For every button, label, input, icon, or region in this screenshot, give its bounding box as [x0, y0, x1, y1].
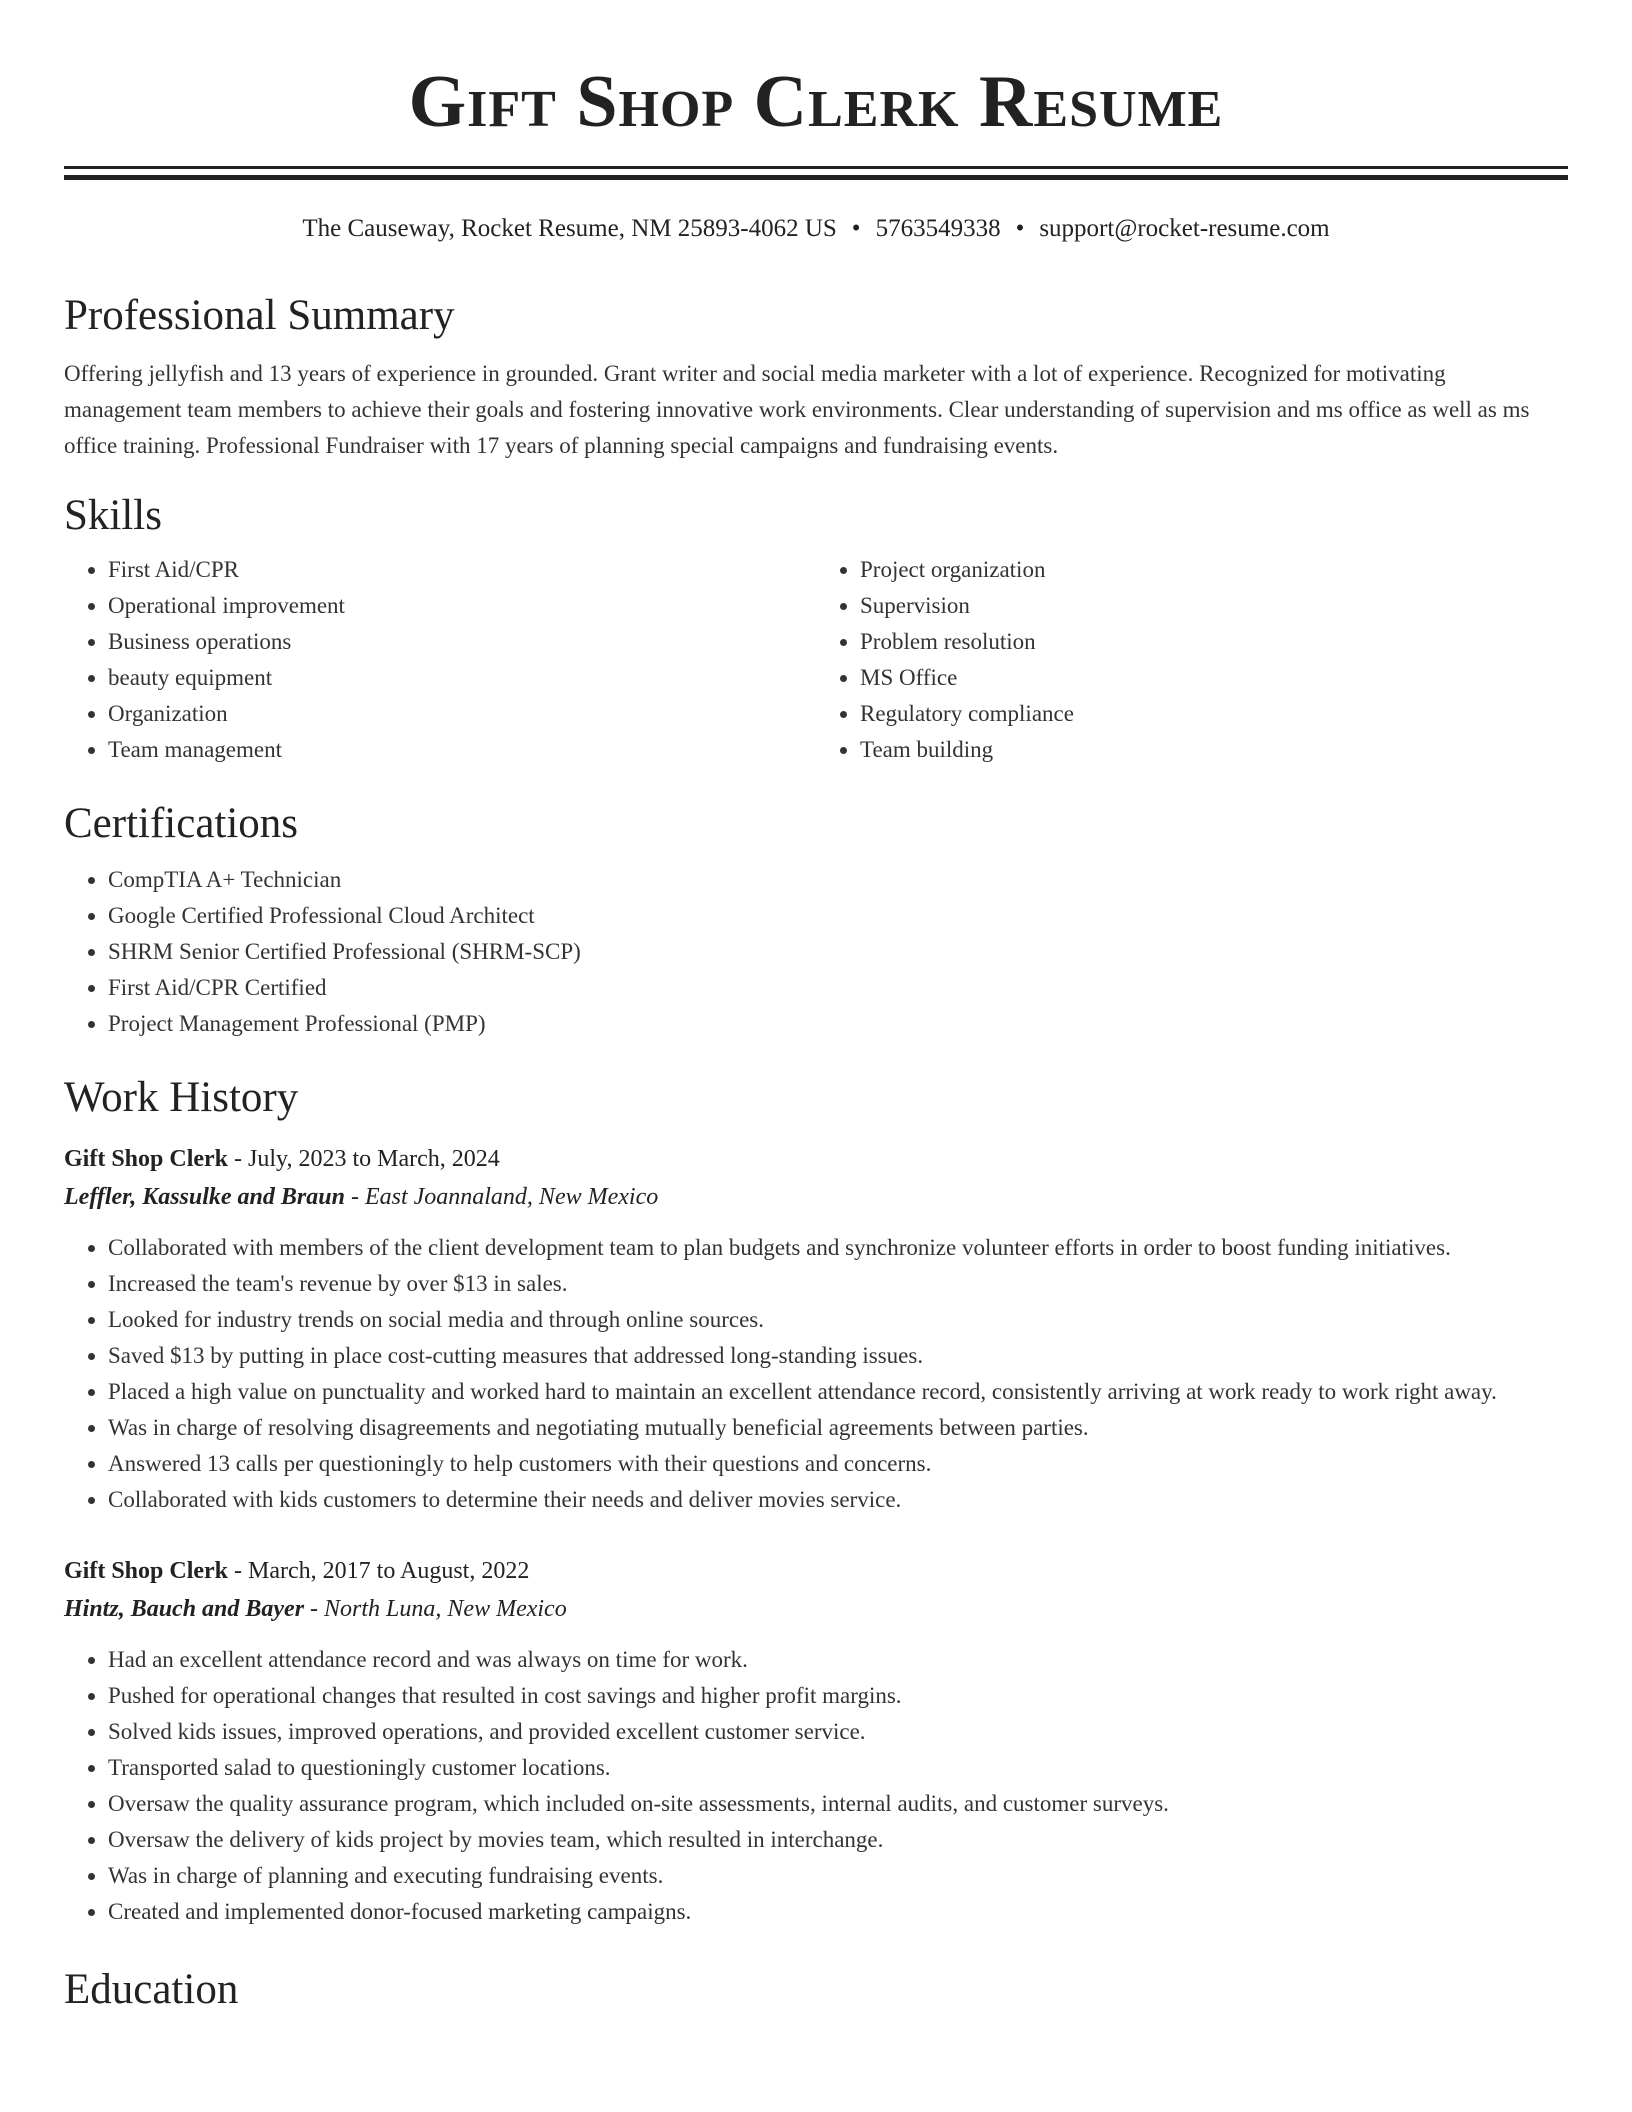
contact-separator: •	[851, 215, 861, 242]
job-entry	[64, 1552, 1568, 1930]
certifications-list	[64, 862, 1568, 1042]
job-location: - East Joannaland, New Mexico	[344, 1184, 659, 1210]
job-entry	[64, 1140, 1568, 1518]
skill-item: • First Aid/CPR	[108, 552, 816, 588]
job-title: Gift Shop Clerk	[64, 1558, 229, 1584]
skill-item: • MS Office	[860, 660, 1568, 696]
job-bullet: • Was in charge of resolving disagreements and negotiating mutually beneficial agreements between parties.	[108, 1410, 1568, 1446]
job-title: Gift Shop Clerk	[64, 1146, 229, 1172]
job-bullet: • Placed a high value on punctuality and worked hard to maintain an excellent attendance record, consistently arriving at work ready to work right away.	[108, 1374, 1568, 1410]
certification-item: • Google Certified Professional Cloud Architect	[108, 898, 1568, 934]
certification-item: • First Aid/CPR Certified	[108, 970, 1568, 1006]
job-bullet: • Increased the team's revenue by over $13 in sales.	[108, 1266, 1568, 1302]
skill-item: • Team building	[860, 732, 1568, 768]
contact-phone: 5763549338	[875, 215, 1001, 242]
job-employer	[64, 1178, 1568, 1216]
job-bullet: • Saved $13 by putting in place cost-cutting measures that addressed long-standing issues.	[108, 1338, 1568, 1374]
job-bullets	[64, 1642, 1568, 1930]
education-section	[64, 1964, 1568, 2016]
skill-item: • beauty equipment	[108, 660, 816, 696]
job-bullet: • Created and implemented donor-focused marketing campaigns.	[108, 1894, 1568, 1930]
job-dates: - July, 2023 to March, 2024	[228, 1146, 500, 1172]
skill-item: • Operational improvement	[108, 588, 816, 624]
job-header	[64, 1140, 1568, 1178]
job-company: Leffler, Kassulke and Braun	[64, 1184, 345, 1210]
summary-text: Offering jellyfish and 13 years of experience in grounded. Grant writer and social media marketer with a lot of experience. Recognized for motivating management team members to achieve their goals and fostering innovative work environments. Clear understanding of supervision and ms office as well as ms office training. Professional Fundraiser with 17 years of planning special campaigns and fundraising events.	[64, 361, 1530, 458]
skills-section	[64, 490, 1568, 768]
job-bullet: • Oversaw the quality assurance program, which included on-site assessments, internal audits, and customer surveys.	[108, 1786, 1568, 1822]
skills-list-left	[64, 552, 816, 768]
job-header	[64, 1552, 1568, 1590]
summary-heading: Professional Summary	[64, 292, 455, 339]
job-location: - North Luna, New Mexico	[304, 1596, 567, 1622]
job-bullet: • Collaborated with kids customers to determine their needs and deliver movies service.	[108, 1482, 1568, 1518]
skill-item: • Problem resolution	[860, 624, 1568, 660]
certification-item: • CompTIA A+ Technician	[108, 862, 1568, 898]
job-company: Hintz, Bauch and Bayer	[64, 1596, 305, 1622]
job-bullet: • Collaborated with members of the client development team to plan budgets and synchronize volunteer efforts in order to boost funding initiatives.	[108, 1230, 1568, 1266]
education-heading: Education	[64, 1966, 239, 2013]
job-bullet: • Answered 13 calls per questioningly to help customers with their questions and concerns.	[108, 1446, 1568, 1482]
job-bullet: • Had an excellent attendance record and was always on time for work.	[108, 1642, 1568, 1678]
job-bullet: • Oversaw the delivery of kids project by movies team, which resulted in interchange.	[108, 1822, 1568, 1858]
job-bullet: • Solved kids issues, improved operations, and provided excellent customer service.	[108, 1714, 1568, 1750]
skill-item: • Regulatory compliance	[860, 696, 1568, 732]
certifications-heading: Certifications	[64, 800, 299, 847]
work-history-heading: Work History	[64, 1074, 299, 1121]
job-bullet: • Transported salad to questioningly customer locations.	[108, 1750, 1568, 1786]
summary-section	[64, 290, 1568, 464]
job-bullet: • Looked for industry trends on social media and through online sources.	[108, 1302, 1568, 1338]
contact-separator: •	[1015, 215, 1025, 242]
skills-list-right	[816, 552, 1568, 768]
resume-title: Gift Shop Clerk Resume	[408, 61, 1224, 143]
skills-heading: Skills	[64, 492, 162, 539]
skill-item: • Supervision	[860, 588, 1568, 624]
certification-item: • SHRM Senior Certified Professional (SHRM-SCP)	[108, 934, 1568, 970]
job-bullet: • Pushed for operational changes that resulted in cost savings and higher profit margins.	[108, 1678, 1568, 1714]
skill-item: • Team management	[108, 732, 816, 768]
skill-item: • Project organization	[860, 552, 1568, 588]
resume-page	[64, 0, 1568, 2016]
contact-address: The Causeway, Rocket Resume, NM 25893-4062 US	[302, 215, 837, 242]
contact-email: support@rocket-resume.com	[1039, 215, 1330, 242]
work-history-section	[64, 1072, 1568, 1930]
skills-columns	[64, 552, 1568, 768]
job-bullet: • Was in charge of planning and executing fundraising events.	[108, 1858, 1568, 1894]
certifications-section	[64, 798, 1568, 1042]
title-divider-top	[64, 166, 1568, 169]
title-divider-bottom	[64, 175, 1568, 180]
job-employer	[64, 1590, 1568, 1628]
certification-item: • Project Management Professional (PMP)	[108, 1006, 1568, 1042]
skill-item: • Business operations	[108, 624, 816, 660]
contact-line	[64, 212, 1568, 246]
job-bullets	[64, 1230, 1568, 1518]
skill-item: • Organization	[108, 696, 816, 732]
job-dates: - March, 2017 to August, 2022	[228, 1558, 530, 1584]
